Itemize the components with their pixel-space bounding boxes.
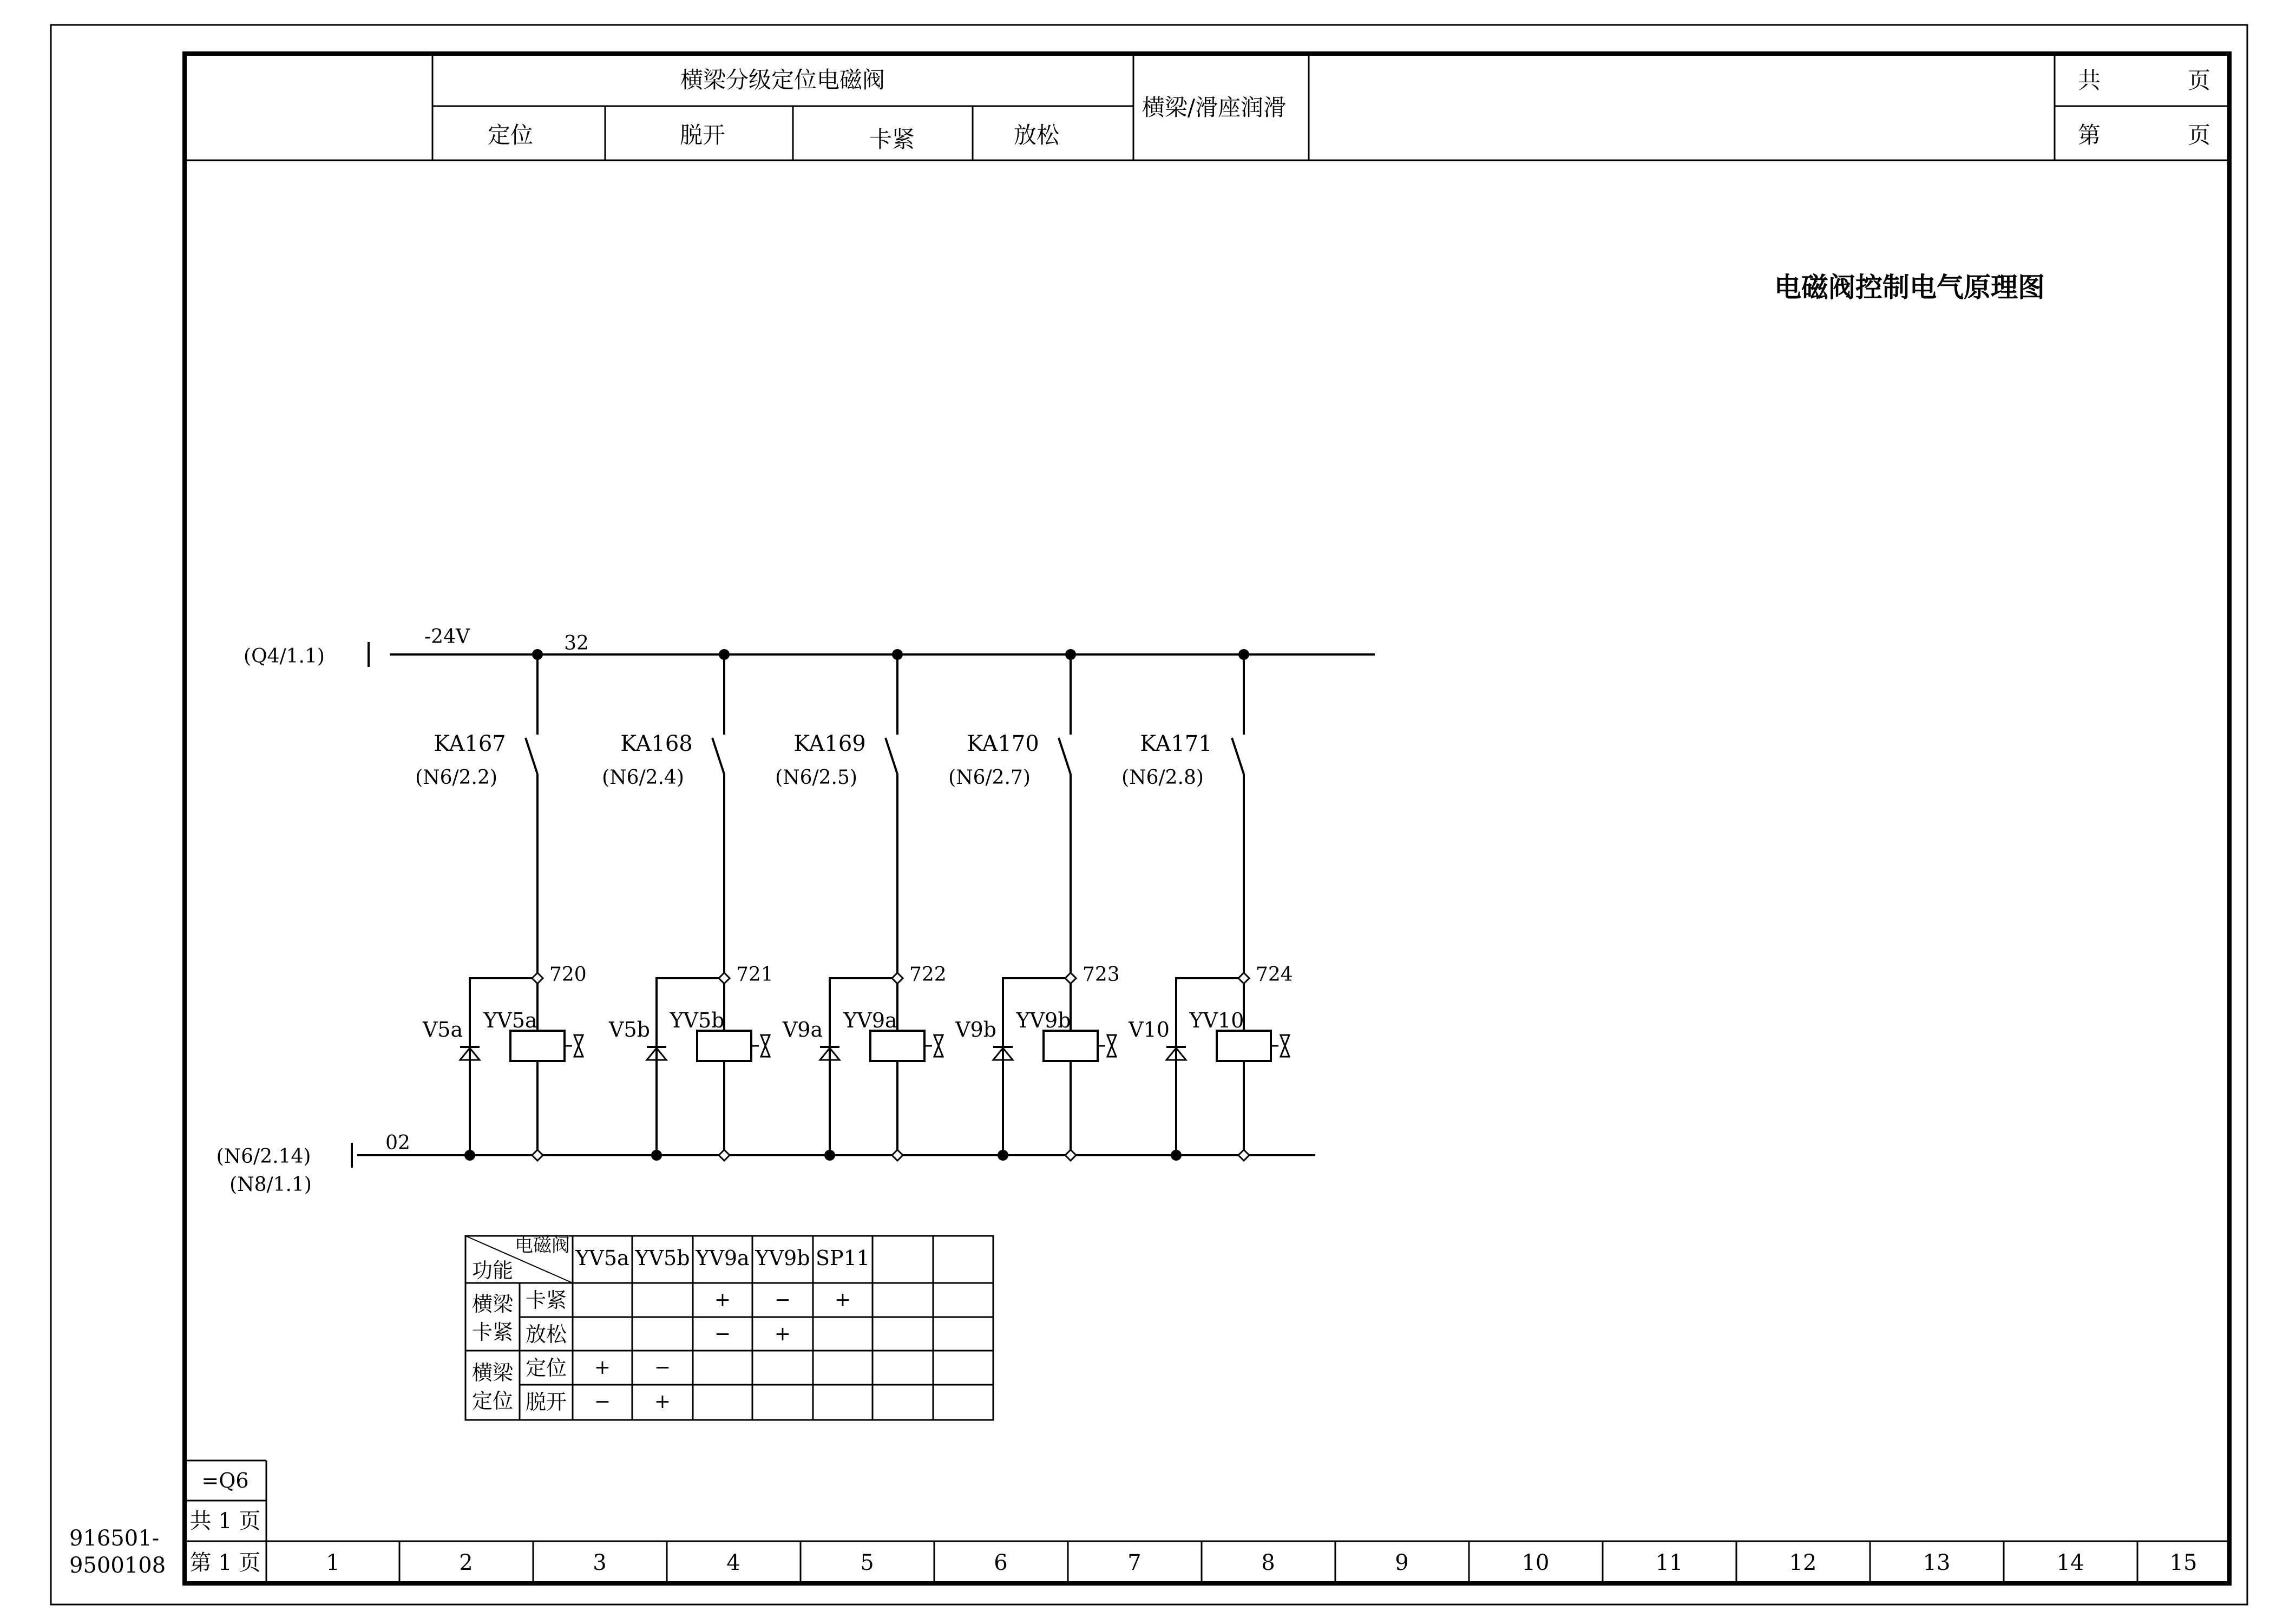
wire-number: 721 (736, 964, 773, 986)
wire-terminal (532, 973, 543, 984)
relay-contact (526, 738, 537, 774)
location-code: =Q6 (201, 1469, 249, 1492)
valve-label: YV5a (483, 1009, 537, 1032)
diode-label: V10 (1129, 1018, 1170, 1042)
column-numbers (326, 1550, 2197, 1575)
relay-ref: (N6/2.7) (948, 767, 1031, 789)
valve-label: YV5b (670, 1009, 725, 1032)
column-number: 14 (2056, 1550, 2084, 1575)
table-corner-bottom: 功能 (471, 1259, 514, 1282)
junction-dot (1171, 1150, 1182, 1161)
relay-ref: (N6/2.4) (602, 767, 684, 789)
diode-label: V9a (782, 1018, 823, 1042)
table-group-name: 卡紧 (471, 1320, 514, 1344)
relay-label: KA169 (793, 731, 866, 756)
junction-dot (824, 1150, 835, 1161)
valve-branch (1121, 649, 1293, 1161)
table-cell: + (774, 1323, 791, 1345)
drawing-number-line2: 9500108 (69, 1553, 166, 1578)
relay-label: KA167 (434, 731, 506, 756)
table-col-header: YV5b (635, 1246, 690, 1270)
valve-label: YV9b (1016, 1009, 1071, 1032)
table-corner-top: 电磁阀 (515, 1235, 570, 1256)
table-cell: + (594, 1357, 611, 1379)
valve-coil (870, 1031, 924, 1061)
table-cell: − (594, 1391, 611, 1413)
column-number: 5 (860, 1550, 874, 1575)
column-number: 6 (994, 1550, 1008, 1575)
valve-label: YV10 (1189, 1009, 1244, 1032)
relay-label: KA170 (967, 731, 1039, 756)
relay-ref: (N6/2.2) (415, 767, 497, 789)
wire-number: 722 (909, 964, 947, 986)
column-number: 13 (1923, 1550, 1951, 1575)
outer-border (51, 25, 2247, 1605)
wire-terminal (719, 1150, 730, 1161)
header-lubrication: 横梁/滑座润滑 (1142, 94, 1287, 121)
valve-symbol (934, 1035, 943, 1057)
wire-number: 724 (1256, 964, 1293, 986)
wire-terminal (892, 973, 903, 984)
corner-page-label: 第 (2077, 122, 2101, 148)
relay-ref: (N6/2.8) (1121, 767, 1204, 789)
header-function-clamp: 卡紧 (869, 126, 915, 153)
table-col-header: YV9b (755, 1246, 810, 1270)
junction-dot (464, 1150, 475, 1161)
table-cell: − (714, 1323, 731, 1345)
header-function-unclamp: 放松 (1013, 122, 1060, 148)
wire-terminal (1238, 973, 1249, 984)
valve-coil (510, 1031, 565, 1061)
table-row-label: 脱开 (525, 1390, 567, 1414)
relay-label: KA168 (620, 731, 693, 756)
column-number: 7 (1127, 1550, 1142, 1575)
valve-symbol (1281, 1035, 1289, 1057)
table-col-header: SP11 (816, 1246, 870, 1270)
return-ref-2: (N8/1.1) (229, 1174, 312, 1196)
valve-symbol (1107, 1035, 1116, 1057)
relay-contact (1059, 738, 1071, 774)
column-number: 11 (1655, 1550, 1683, 1575)
column-number: 4 (726, 1550, 740, 1575)
wire-number: 723 (1083, 964, 1120, 986)
header-group-title: 横梁分级定位电磁阀 (680, 67, 885, 93)
table-cell: + (834, 1289, 851, 1311)
column-number: 9 (1395, 1550, 1409, 1575)
table-cell: + (714, 1289, 731, 1311)
header-function-position: 定位 (487, 122, 534, 148)
relay-contact (885, 738, 897, 774)
valve-branch (415, 649, 587, 1161)
column-number: 8 (1261, 1550, 1275, 1575)
table-row-label: 定位 (525, 1356, 567, 1380)
table-col-header: YV5a (575, 1246, 629, 1270)
supply-ref: (Q4/1.1) (244, 645, 325, 667)
diode-label: V9b (955, 1018, 996, 1042)
table-row-label: 放松 (525, 1322, 567, 1346)
valve-branch (775, 649, 947, 1161)
table-group-name: 横梁 (471, 1292, 514, 1316)
relay-ref: (N6/2.5) (775, 767, 857, 789)
page-number: 第 1 页 (189, 1550, 261, 1575)
logic-table (465, 1235, 993, 1420)
return-wire-number: 02 (385, 1132, 410, 1154)
column-number: 12 (1789, 1550, 1817, 1575)
supply-voltage: -24V (424, 626, 470, 648)
diode-label: V5a (422, 1018, 463, 1042)
supply-rail (369, 642, 1375, 667)
total-pages: 共 1 页 (189, 1509, 261, 1534)
column-number: 1 (326, 1550, 340, 1575)
valve-label: YV9a (843, 1009, 897, 1032)
relay-contact (1232, 738, 1244, 774)
column-number: 2 (459, 1550, 473, 1575)
corner-page-unit: 页 (2187, 122, 2211, 148)
valve-symbol (574, 1035, 583, 1057)
junction-dot (651, 1150, 662, 1161)
return-ref-1: (N6/2.14) (216, 1145, 311, 1168)
valve-coil (1217, 1031, 1271, 1061)
table-cell: + (654, 1391, 671, 1413)
wire-terminal (1065, 1150, 1076, 1161)
relay-label: KA171 (1140, 731, 1212, 756)
junction-dot (998, 1150, 1008, 1161)
wire-number: 720 (549, 964, 587, 986)
wire-terminal (719, 973, 730, 984)
valve-symbol (761, 1035, 770, 1057)
corner-total-unit: 页 (2187, 67, 2211, 94)
table-row-label: 卡紧 (525, 1288, 567, 1312)
relay-contact (712, 738, 724, 774)
valve-branch (948, 649, 1120, 1161)
header-function-release: 脱开 (679, 122, 726, 148)
column-number: 15 (2169, 1550, 2197, 1575)
valve-coil (1044, 1031, 1098, 1061)
table-cell: − (774, 1289, 791, 1311)
drawing-title: 电磁阀控制电气原理图 (1774, 272, 2045, 303)
column-number: 3 (593, 1550, 607, 1575)
drawing-number-line1: 916501- (69, 1526, 160, 1551)
table-group-name: 横梁 (471, 1361, 514, 1385)
table-cell: − (654, 1357, 671, 1379)
wire-terminal (892, 1150, 903, 1161)
valve-branch (602, 649, 773, 1161)
valve-coil (697, 1031, 751, 1061)
wire-terminal (1065, 973, 1076, 984)
supply-wire-number: 32 (564, 632, 589, 654)
valve-branches (415, 649, 1293, 1161)
table-col-header: YV9a (696, 1246, 750, 1270)
table-group-name: 定位 (471, 1389, 514, 1413)
wire-terminal (532, 1150, 543, 1161)
column-number: 10 (1521, 1550, 1550, 1575)
corner-total-label: 共 (2077, 67, 2101, 94)
wire-terminal (1238, 1150, 1249, 1161)
diode-label: V5b (609, 1018, 650, 1042)
